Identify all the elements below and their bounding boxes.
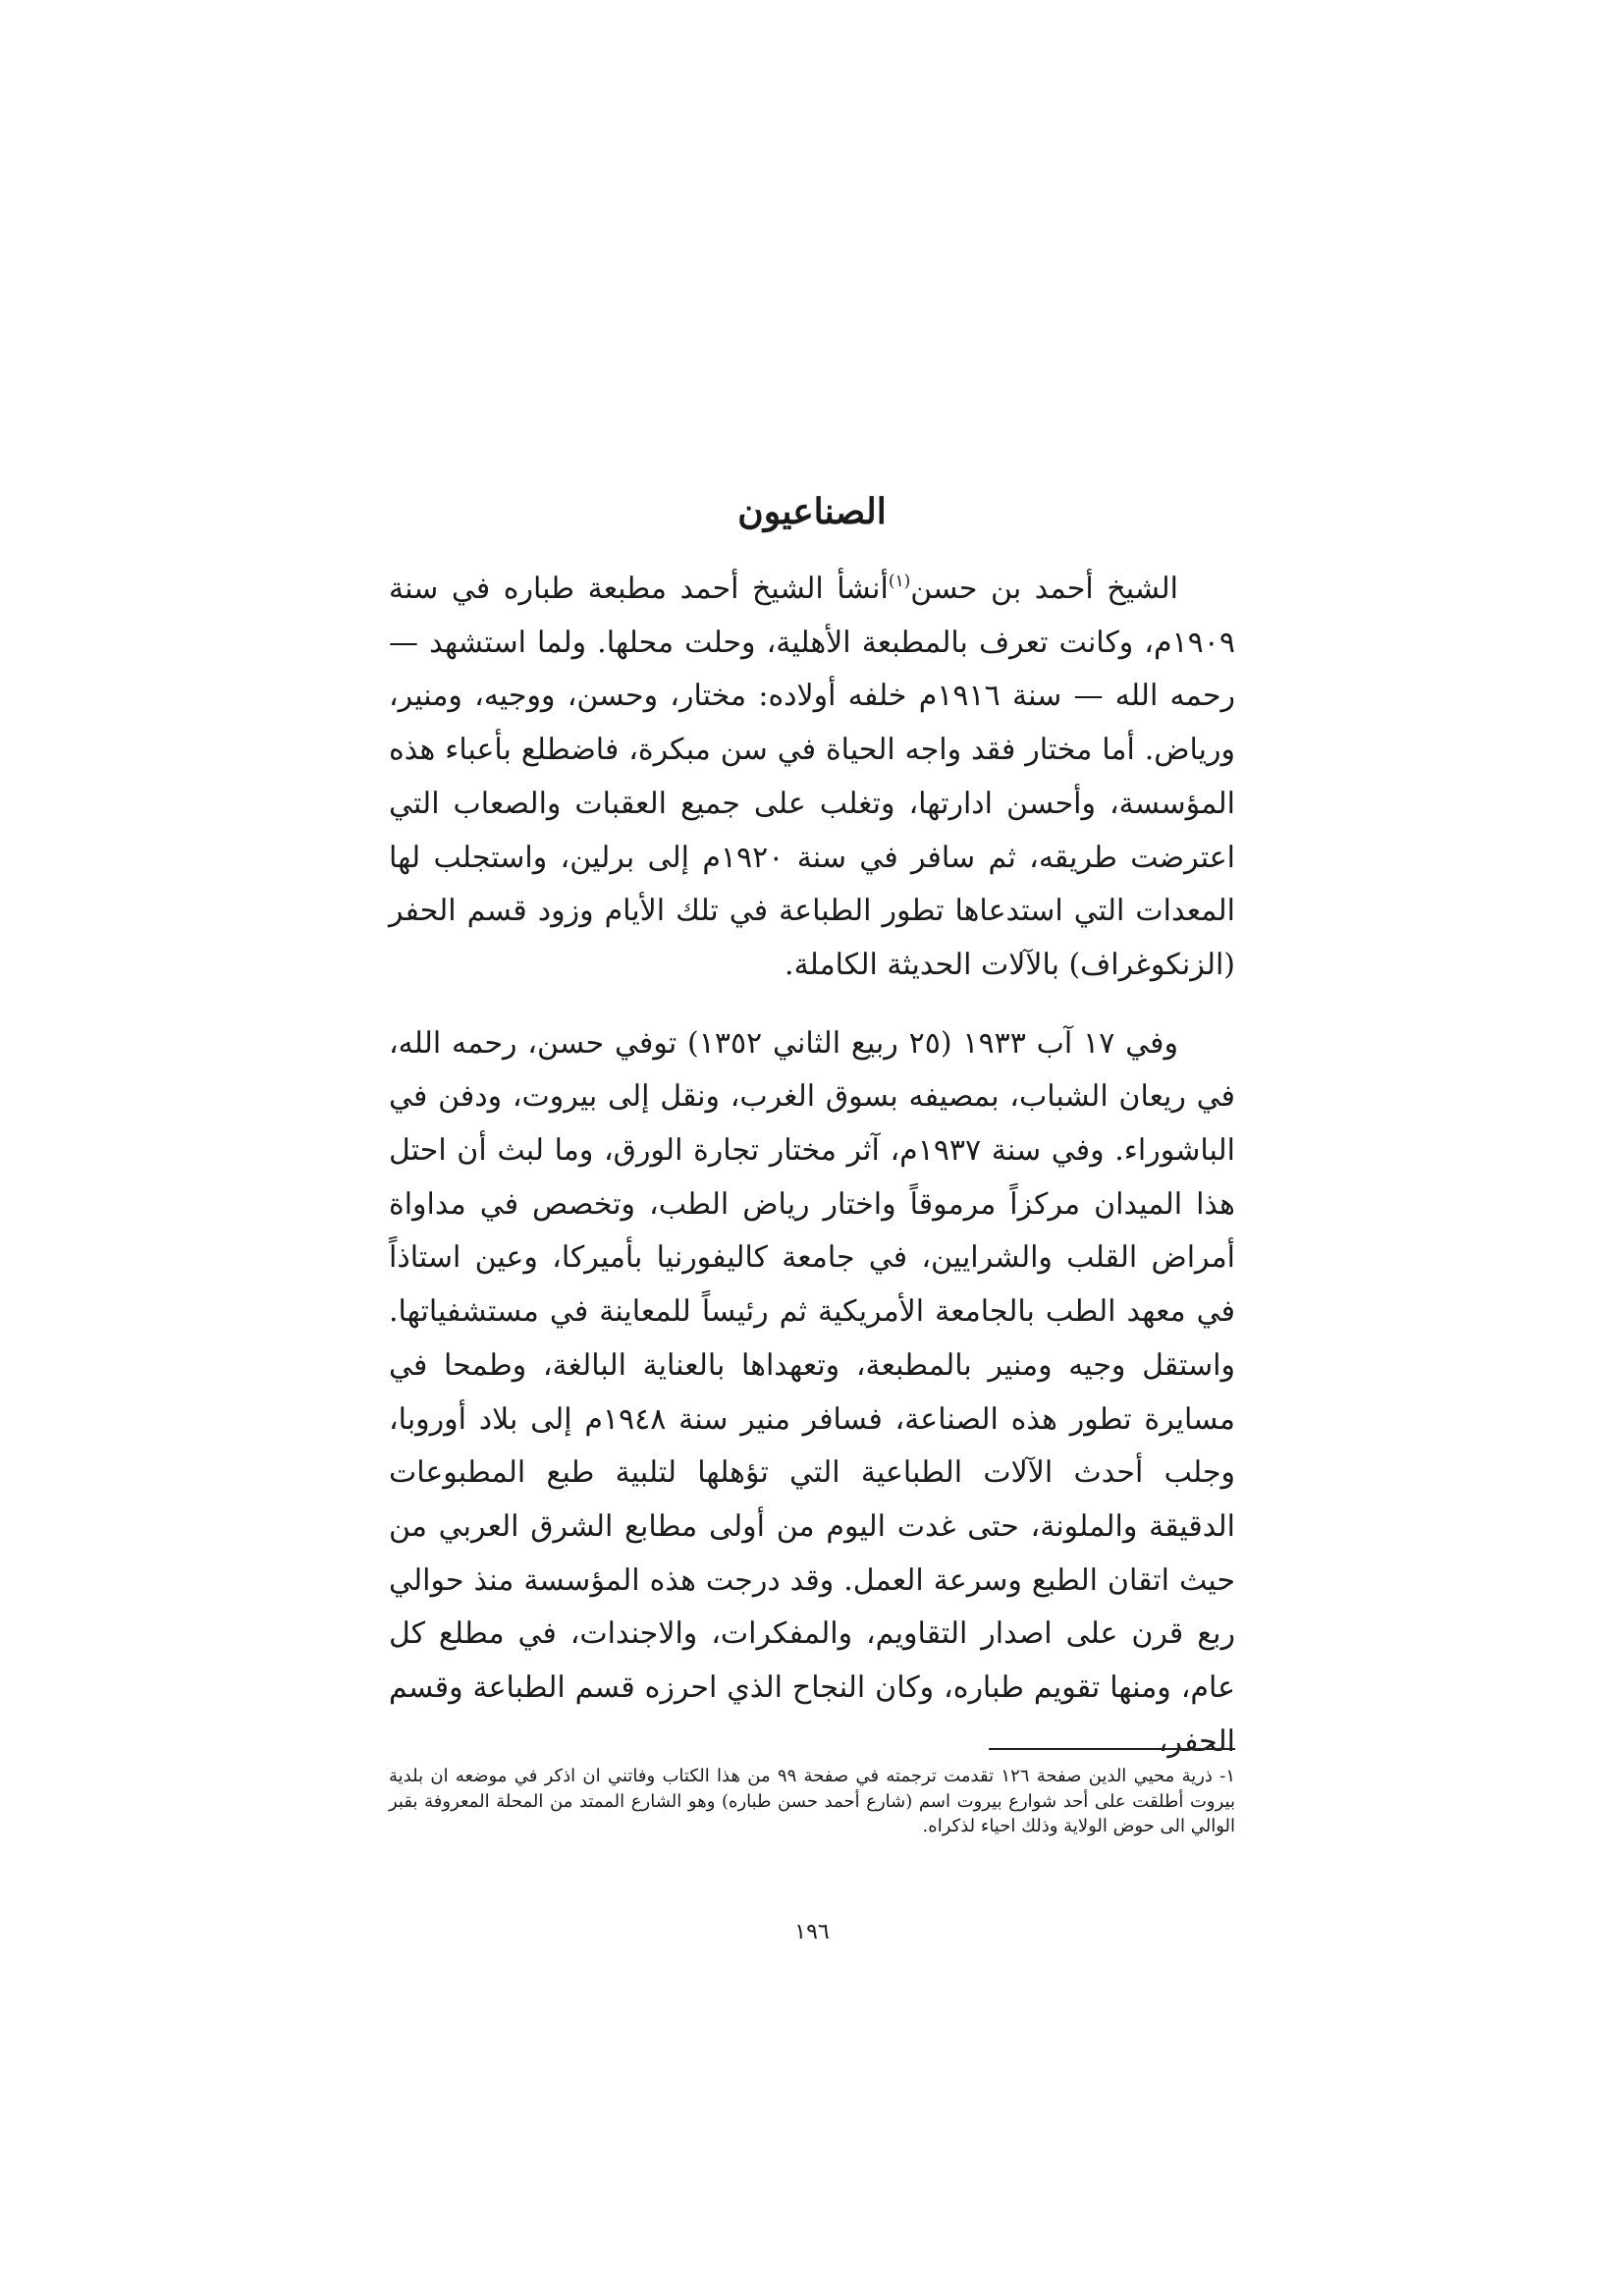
paragraph-1-rest: أنشأ الشيخ أحمد مطبعة طباره في سنة ١٩٠٩م، وكانت تعرف بالمطبعة الأهلية، وحلت محلها. ولما استشهد — رحمه الله — سنة ١٩١٦م خلفه أولاده: مختار، وحسن، ووجيه، ومنير، ورياض. أما مختار فقد واجه الحياة في سن مبكرة، فاضطلع بأعباء هذه المؤسسة، وأحسن ادارتها، وتغلب على جميع العقبات والصعاب التي اعترضت طريقه، ثم سافر في سنة ١٩٢٠م إلى برلين، واستجلب لها المعدات التي استدعاها تطور الطباعة في تلك الأيام وزود قسم الحفر (الزنكوغراف) بالآلات الحديثة الكاملة. [389, 572, 1235, 982]
paragraph-1-start: الشيخ أحمد بن حسن [910, 572, 1178, 606]
footnote-reference: (١) [888, 572, 911, 591]
paragraph-2: وفي ١٧ آب ١٩٣٣ (٢٥ ربيع الثاني ١٣٥٢) توفي حسن، رحمه الله، في ريعان الشباب، بمصيفه بسوق الغرب، ونقل إلى بيروت، ودفن في الباشوراء. وفي سنة ١٩٣٧م، آثر مختار تجارة الورق، وما لبث أن احتل هذا الميدان مركزاً مرموقاً واختار رياض الطب، وتخصص في مداواة أمراض القلب والشرايين، في جامعة كاليفورنيا بأميركا، وعين استاذاً في معهد الطب بالجامعة الأمريكية ثم رئيساً للمعاينة في مستشفياتها. واستقل وجيه ومنير بالمطبعة، وتعهداها بالعناية البالغة، وطمحا في مسايرة تطور هذه الصناعة، فسافر منير سنة ١٩٤٨م إلى بلاد أوروبا، وجلب أحدث الآلات الطباعية التي تؤهلها لتلبية طبع المطبوعات الدقيقة والملونة، حتى غدت اليوم من أولى مطابع الشرق العربي من حيث اتقان الطبع وسرعة العمل. وقد درجت هذه المؤسسة منذ حوالي ربع قرن على اصدار التقاويم، والمفكرات، والاجندات، في مطلع كل عام، ومنها تقويم طباره، وكان النجاح الذي احرزه قسم الطباعة وقسم الحفر، [389, 1025, 1236, 1759]
footnote: ١- ذرية محيي الدين صفحة ١٢٦ تقدمت ترجمته في صفحة ٩٩ من هذا الكتاب وفاتني ان اذكر في موضعه ان بلدية بيروت أطلقت على أحد شوارع بيروت اسم (شارع أحمد حسن طباره) وهو الشارع الممتد من المحلة المعروفة بقبر الوالي الى حوض الولاية وذلك احياء لذكراه. [389, 1766, 1235, 1836]
footnote-divider [989, 1748, 1235, 1750]
section-title: الصناعيون [737, 491, 887, 532]
paragraph-1 [389, 563, 1235, 993]
main-text [389, 563, 1235, 1769]
page-number: ١٩٦ [794, 1920, 830, 1944]
